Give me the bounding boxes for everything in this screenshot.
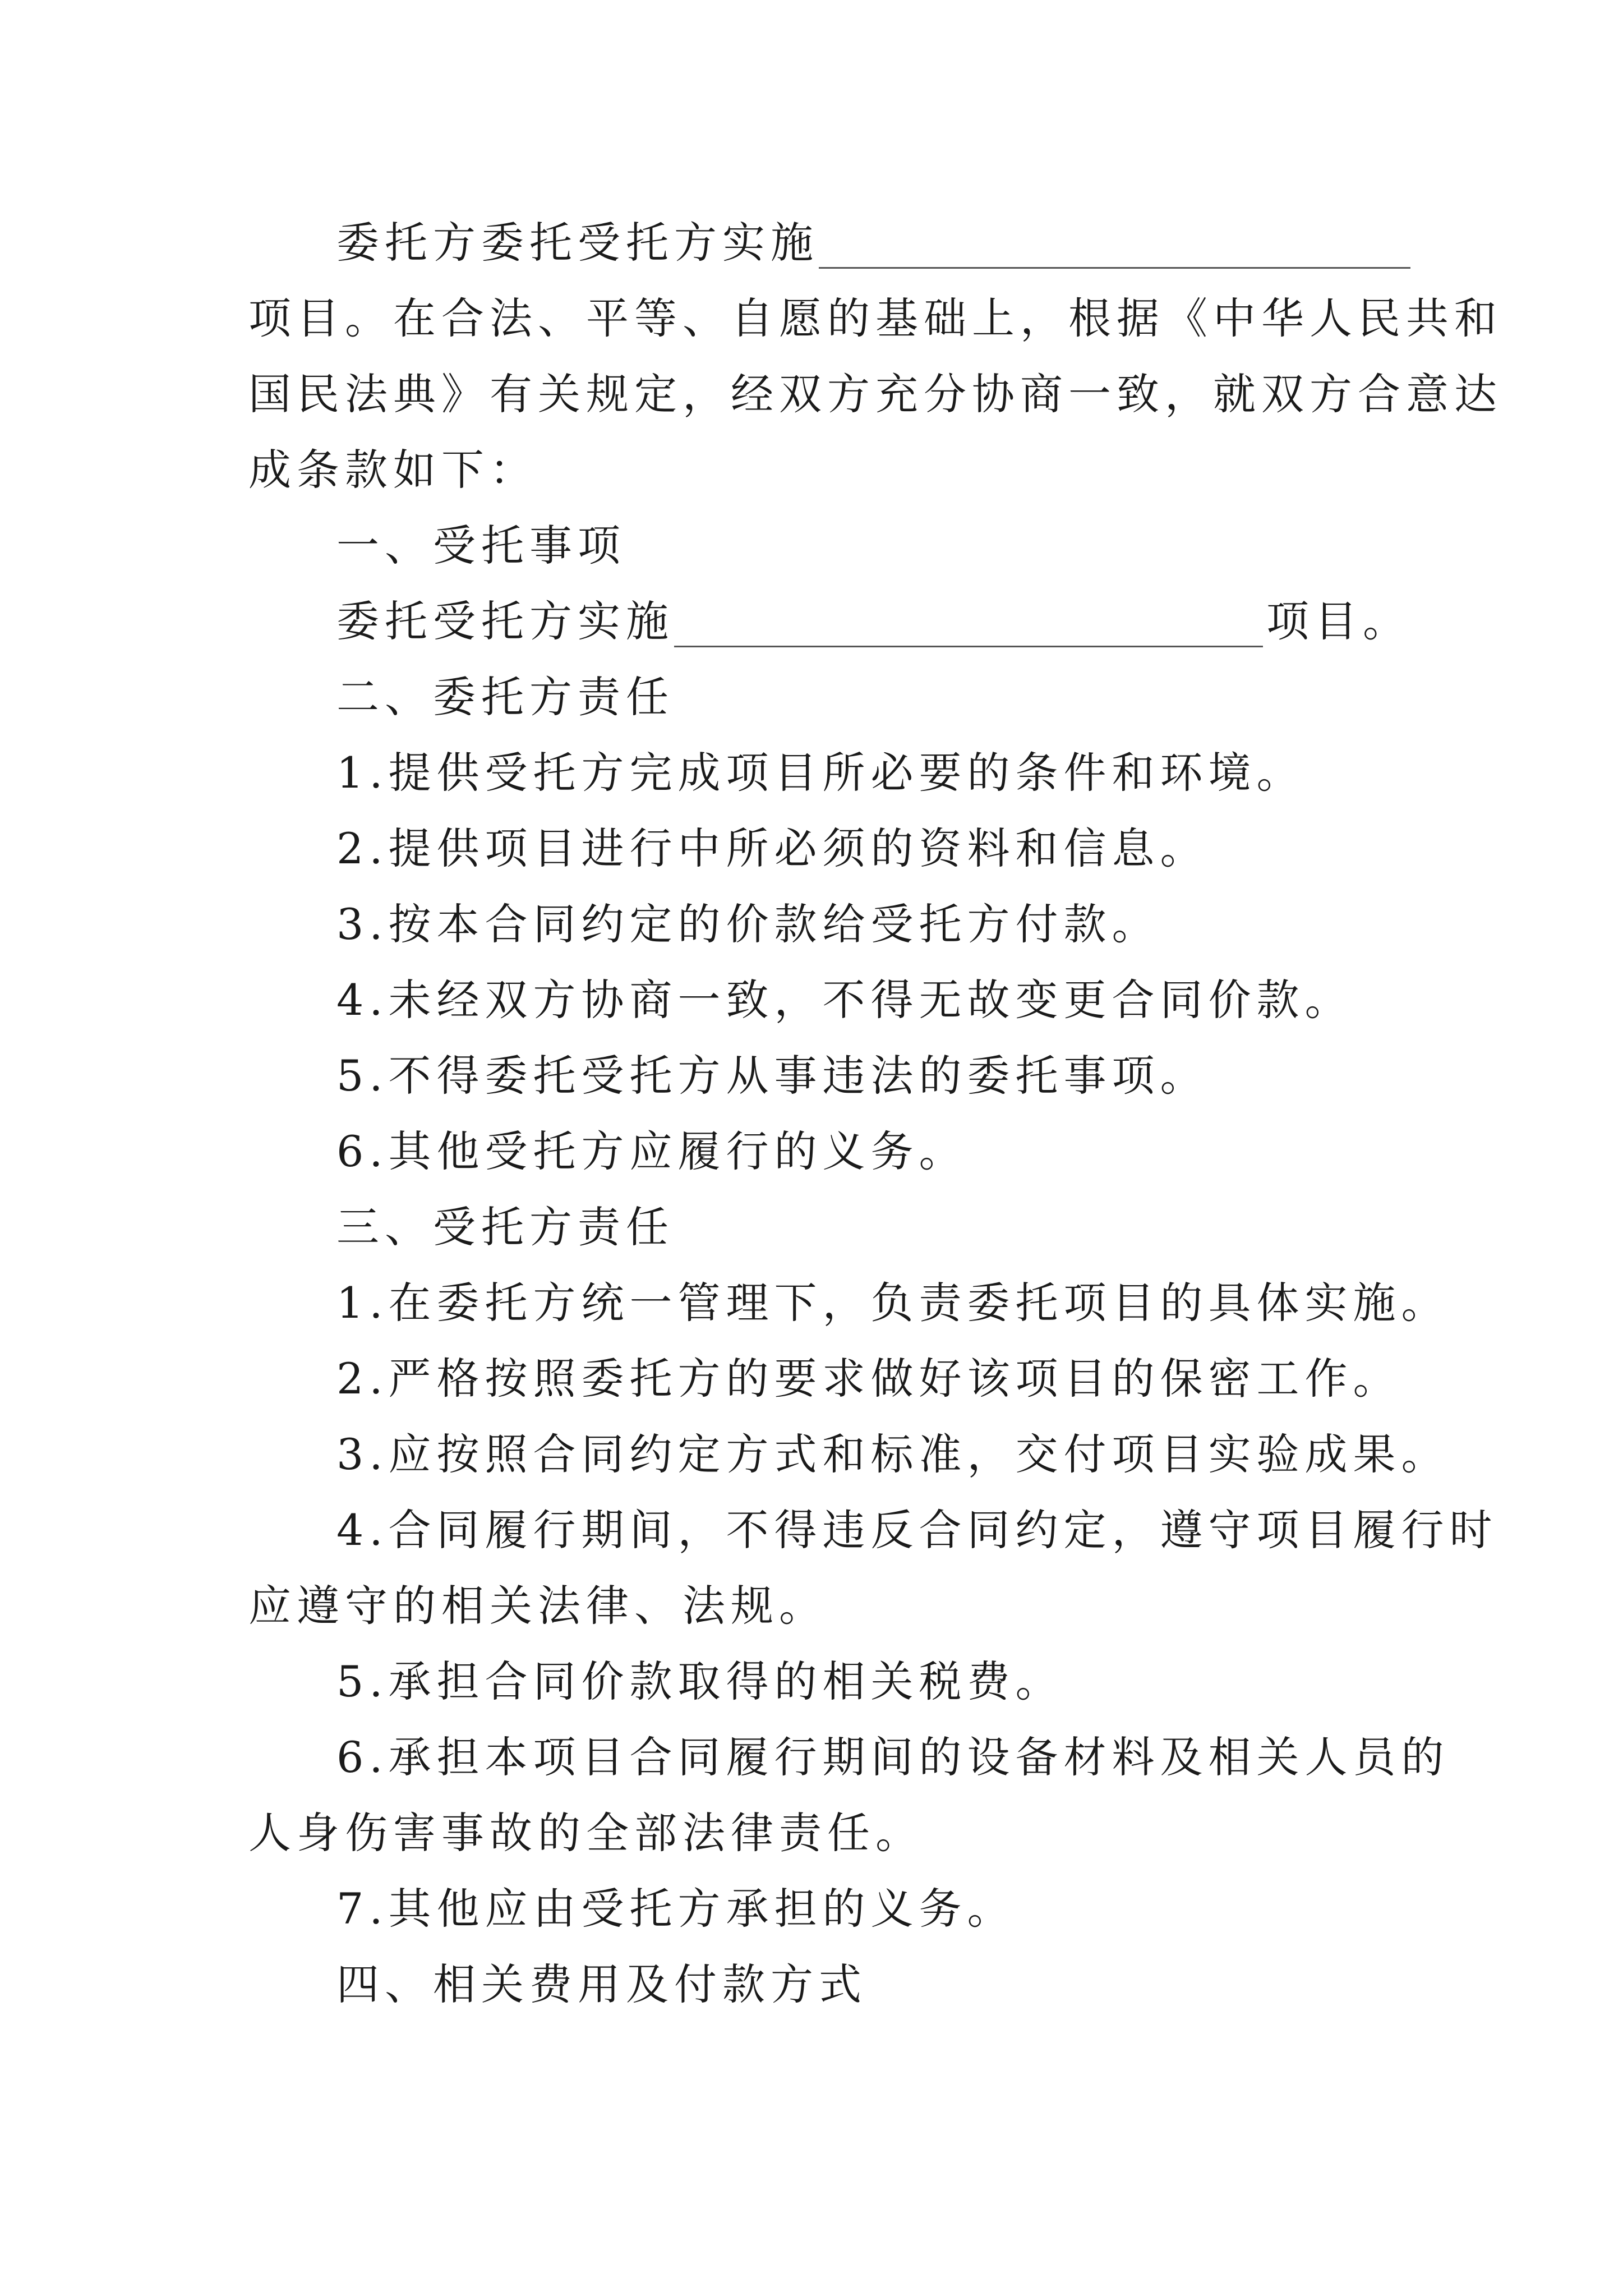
section-3-item-6-line-1: 6.承担本项目合同履行期间的设备材料及相关人员的 (336, 1732, 1450, 1782)
section-2-item: 3.按本合同约定的价款给受托方付款。 (336, 899, 1160, 949)
section-4-heading: 四、相关费用及付款方式 (336, 1959, 867, 2009)
section-2-item: 4.未经双方协商一致，不得无故变更合同价款。 (336, 975, 1353, 1025)
section-3-item: 2.严格按照委托方的要求做好该项目的保密工作。 (336, 1354, 1401, 1404)
section-1-body-suffix: 项目。 (1266, 596, 1411, 646)
section-2-item: 2.提供项目进行中所必须的资料和信息。 (336, 823, 1209, 873)
section-2-item: 1.提供受托方完成项目所必要的条件和环境。 (336, 748, 1305, 798)
section-2-item: 5.不得委托受托方从事违法的委托事项。 (336, 1051, 1209, 1101)
project-name-blank[interactable] (819, 218, 1410, 269)
section-3-item-7: 7.其他应由受托方承担的义务。 (336, 1884, 1016, 1934)
intro-line-2: 项目。在合法、平等、自愿的基础上，根据《中华人民共和 (248, 293, 1502, 343)
section-2-heading: 二、委托方责任 (336, 672, 674, 722)
section-3-heading: 三、受托方责任 (336, 1202, 674, 1252)
section-1-body (336, 588, 1411, 655)
section-1-body-prefix: 委托受托方实施 (336, 596, 674, 646)
intro-text: 委托方委托受托方实施 (336, 218, 819, 268)
intro-line-4: 成条款如下： (248, 445, 538, 495)
section-3-item: 1.在委托方统一管理下，负责委托项目的具体实施。 (336, 1278, 1450, 1328)
section-3-item-4-line-1: 4.合同履行期间，不得违反合同约定，遵守项目履行时 (336, 1505, 1498, 1555)
intro-line-3: 国民法典》有关规定，经双方充分协商一致，就双方合意达 (248, 369, 1502, 419)
section-3-item: 3.应按照合同约定方式和标准，交付项目实验成果。 (336, 1429, 1450, 1479)
section-3-item-4-line-2: 应遵守的相关法律、法规。 (248, 1581, 827, 1631)
section-3-item-5: 5.承担合同价款取得的相关税费。 (336, 1657, 1064, 1706)
section-1-heading: 一、受托事项 (336, 521, 626, 570)
entrusted-project-blank[interactable] (674, 596, 1263, 647)
intro-line-1 (336, 209, 1410, 277)
section-2-item: 6.其他受托方应履行的义务。 (336, 1126, 967, 1176)
section-3-item-6-line-2: 人身伤害事故的全部法律责任。 (248, 1808, 924, 1858)
